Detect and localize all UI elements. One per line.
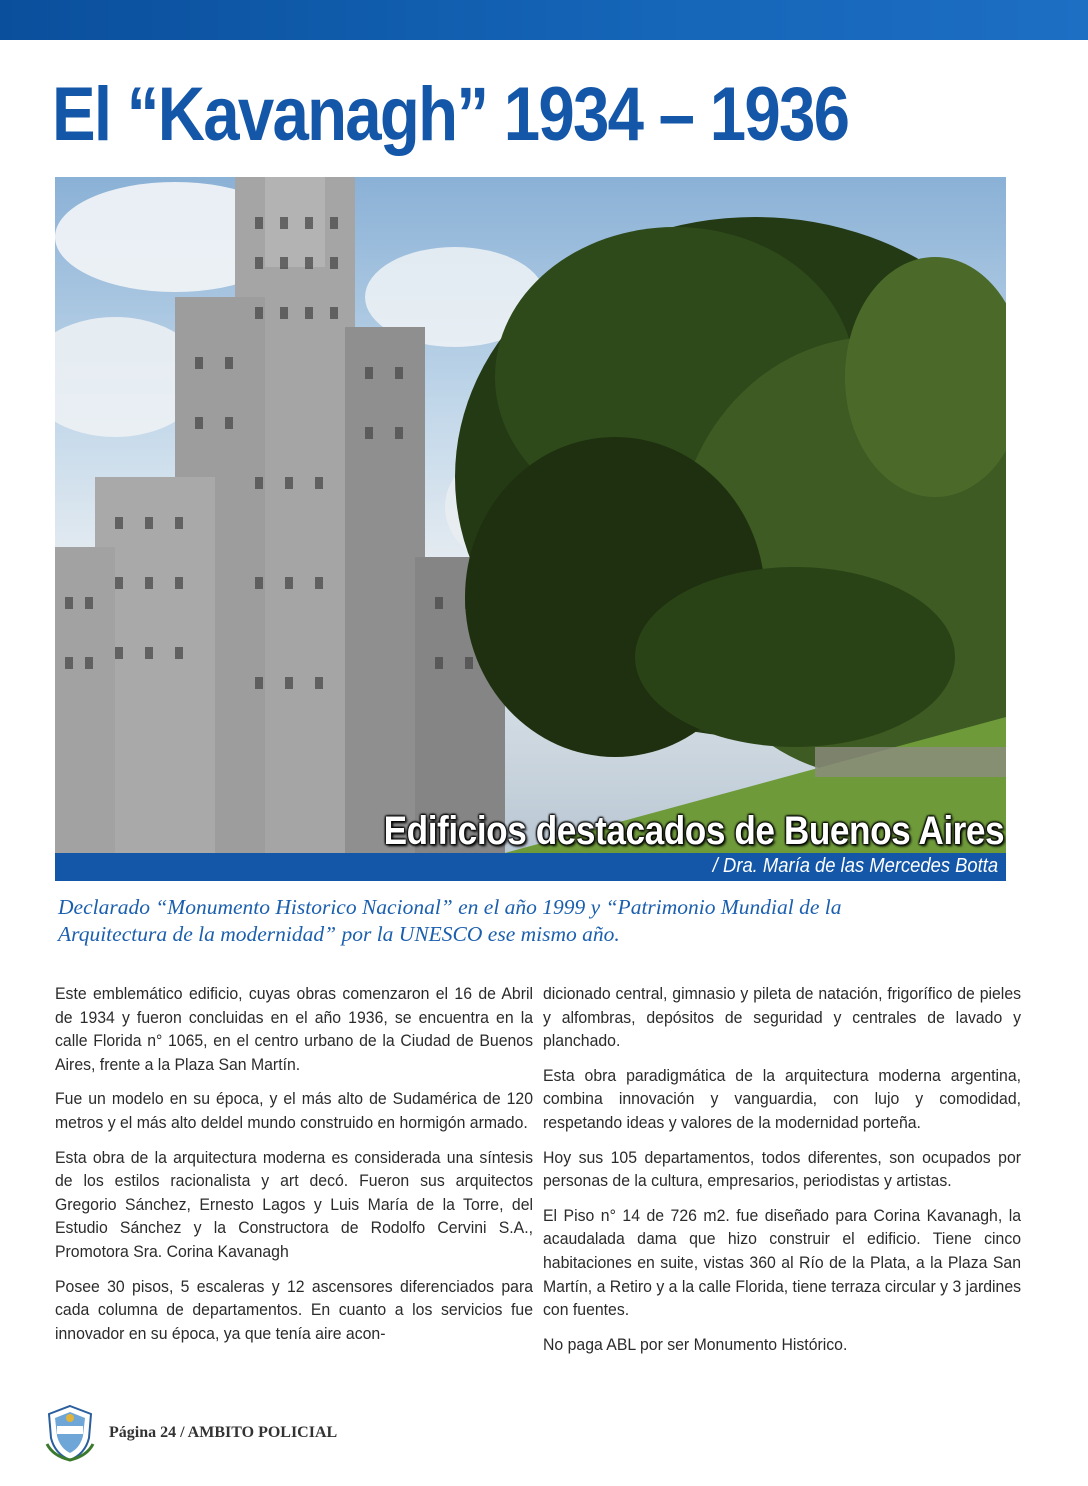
paragraph: Esta obra de la arquitectura moderna es considerada una síntesis de los estilos racionalista y art decó. Fueron sus arquitectos Gregorio Sánchez, Ernesto Lagos y Luis María de la Torre, del Estudio Sánchez y la Constructora de Rodolfo Cervini S.A., Promotora Sra. Corina Kavanagh [55, 1147, 534, 1261]
paragraph: Fue un modelo en su época, y el más alto de Sudamérica de 120 metros y el más alto deldel mundo construido en hormigón armado. [55, 1089, 534, 1132]
paragraph: Este emblemático edificio, cuyas obras comenzaron el 16 de Abril de 1934 y fueron concluidas en el año 1936, se encuentra en la calle Florida n° 1065, en el centro urbano de la Ciudad de Buenos Aires, frente a la Plaza San Martín. [55, 984, 534, 1074]
page-title: El “Kavanagh” 1934 – 1936 [52, 72, 849, 157]
paragraph: El Piso n° 14 de 726 m2. fue diseñado para Corina Kavanagh, la acaudalada dama que hizo construir el edificio. Tiene cinco habitaciones en suite, vistas 360 al Río de la Plata, a la Plaza San Martín, a Retiro y a la calle Florida, tiene terraza circular y 3 jardines con fuentes. [543, 1205, 1022, 1320]
photo-heading: Edificios destacados de Buenos Aires [383, 809, 1004, 853]
article-column-right [543, 982, 1021, 1367]
article-column-left [55, 982, 533, 1356]
paragraph: dicionado central, gimnasio y pileta de natación, frigorífico de pieles y alfombras, depósitos de seguridad y centrales de lavado y planchado. [543, 984, 1022, 1051]
page-number-label: Página 24 / AMBITO POLICIAL [109, 1424, 338, 1441]
paragraph: Esta obra paradigmática de la arquitectura moderna argentina, combina innovación y vanguardia, con lujo y comodidad, respetando ideas y valores de la modernidad porteña. [543, 1065, 1022, 1132]
paragraph: No paga ABL por ser Monumento Histórico. [543, 1334, 848, 1354]
byline-bar [55, 853, 1006, 881]
paragraph: Posee 30 pisos, 5 escaleras y 12 ascensores diferenciados para cada columna de departamentos. En cuanto a los servicios fue innovador en su época, ya que tenía aire acon- [55, 1276, 534, 1343]
author-byline: / Dra. María de las Mercedes Botta [712, 855, 998, 877]
police-crest-icon [45, 1404, 95, 1462]
paragraph: Hoy sus 105 departamentos, todos diferentes, son ocupados por personas de la cultura, empresarios, periodistas y artistas. [543, 1147, 1022, 1191]
top-banner-bar [0, 0, 1088, 40]
lead-paragraph: Declarado “Monumento Historico Nacional” en el año 1999 y “Patrimonio Mundial de la Arquitectura de la modernidad” por la UNESCO ese mismo año. [58, 895, 842, 946]
page-footer [45, 1404, 445, 1464]
photo-illustration [55, 177, 1006, 853]
kavanagh-building-photo [55, 177, 1006, 853]
